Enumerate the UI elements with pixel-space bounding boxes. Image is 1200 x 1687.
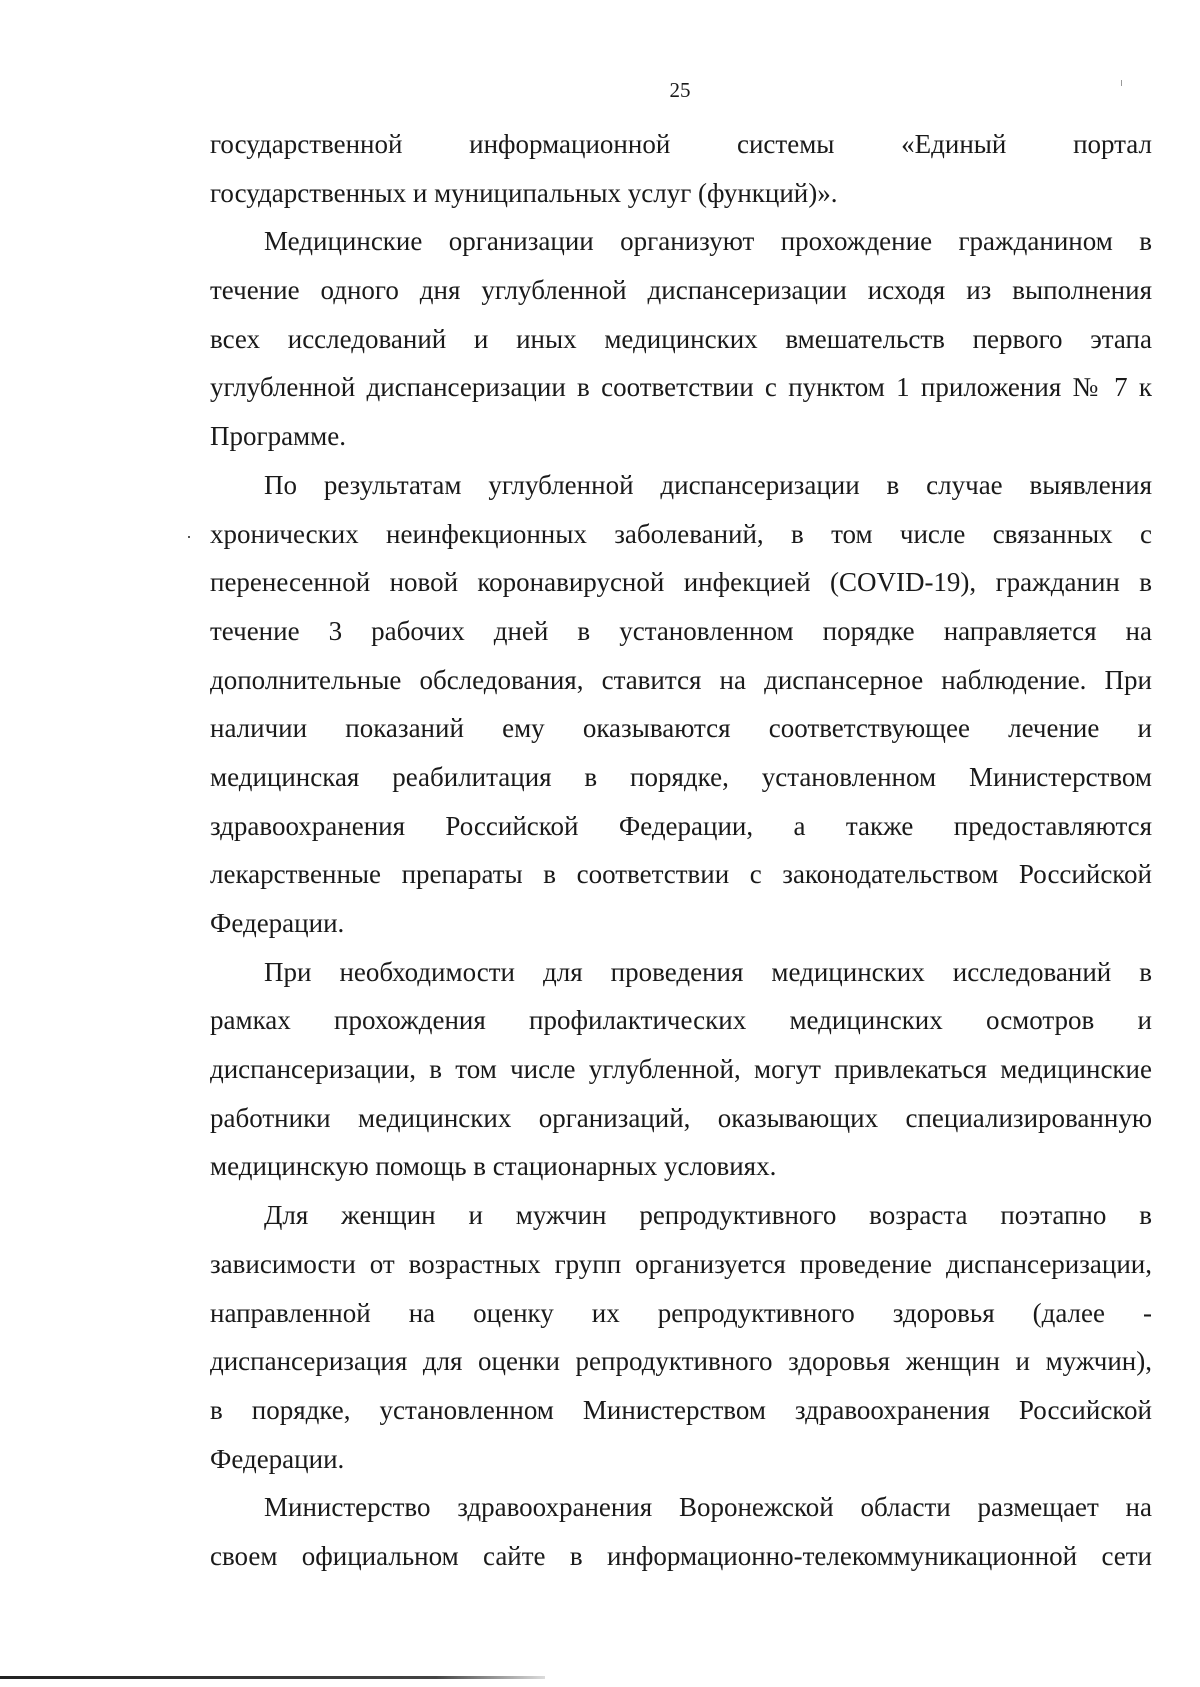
text-line: направленной на оценку их репродуктивного здоровья (далее - xyxy=(210,1297,1152,1328)
text-line: зависимости от возрастных групп организуется проведение диспансеризации, xyxy=(210,1248,1152,1279)
page-number: 25 xyxy=(669,78,691,102)
text-line: По результатам углубленной диспансеризации в случае выявления xyxy=(264,469,1152,500)
bottom-rule xyxy=(0,1676,545,1679)
text-line: течение 3 рабочих дней в установленном порядке направляется на xyxy=(210,615,1152,646)
text-line: При необходимости для проведения медицинских исследований в xyxy=(264,956,1152,987)
scan-speck xyxy=(188,536,190,538)
text-line: Программе. xyxy=(210,421,346,452)
text-line: диспансеризация для оценки репродуктивного здоровья женщин и мужчин), xyxy=(210,1346,1152,1377)
text-line: государственных и муниципальных услуг (функций)». xyxy=(210,177,838,208)
text-line: Федерации. xyxy=(210,1443,345,1474)
scan-mark xyxy=(1121,80,1122,86)
paragraph xyxy=(210,217,1152,460)
text-line: работники медицинских организаций, оказывающих специализированную xyxy=(210,1102,1152,1133)
text-line: Федерации. xyxy=(210,908,345,938)
text-line: перенесенной новой коронавирусной инфекцией (COVID-19), гражданин в xyxy=(210,567,1152,598)
text-line: Медицинские организации организуют прохождение гражданином в xyxy=(264,226,1152,257)
text-line: медицинскую помощь в стационарных условиях. xyxy=(210,1151,777,1182)
text-line: Для женщин и мужчин репродуктивного возраста поэтапно в xyxy=(264,1200,1152,1231)
paragraph xyxy=(210,948,1152,1191)
text-line: своем официальном сайте в информационно-телекоммуникационной сети xyxy=(210,1540,1152,1571)
text-line: государственной информационной системы «Единый портал xyxy=(210,129,1152,159)
text-line: диспансеризации, в том числе углубленной, могут привлекаться медицинские xyxy=(210,1054,1152,1085)
text-line: лекарственные препараты в соответствии с законодательством Российской xyxy=(210,859,1152,890)
text-line: рамках прохождения профилактических медицинских осмотров и xyxy=(210,1005,1152,1036)
text-line: медицинская реабилитация в порядке, установленном Министерством xyxy=(210,761,1152,792)
text-line: Министерство здравоохранения Воронежской области размещает на xyxy=(264,1492,1152,1523)
text-line: всех исследований и иных медицинских вмешательств первого этапа xyxy=(210,323,1152,354)
text-line: дополнительные обследования, ставится на диспансерное наблюдение. При xyxy=(210,664,1152,695)
text-line: в порядке, установленном Министерством здравоохранения Российской xyxy=(210,1394,1152,1425)
paragraph xyxy=(210,1483,1152,1580)
text-line: наличии показаний ему оказываются соответствующее лечение и xyxy=(210,713,1152,744)
text-line: течение одного дня углубленной диспансеризации исходя из выполнения xyxy=(210,275,1152,306)
paragraph xyxy=(210,461,1152,948)
text-line: углубленной диспансеризации в соответствии с пунктом 1 приложения № 7 к xyxy=(210,372,1152,403)
document-body xyxy=(210,120,1152,1581)
text-line: здравоохранения Российской Федерации, а также предоставляются xyxy=(210,810,1152,841)
paragraph xyxy=(210,120,1152,217)
paragraph xyxy=(210,1191,1152,1483)
text-line: хронических неинфекционных заболеваний, в том числе связанных с xyxy=(210,518,1152,549)
